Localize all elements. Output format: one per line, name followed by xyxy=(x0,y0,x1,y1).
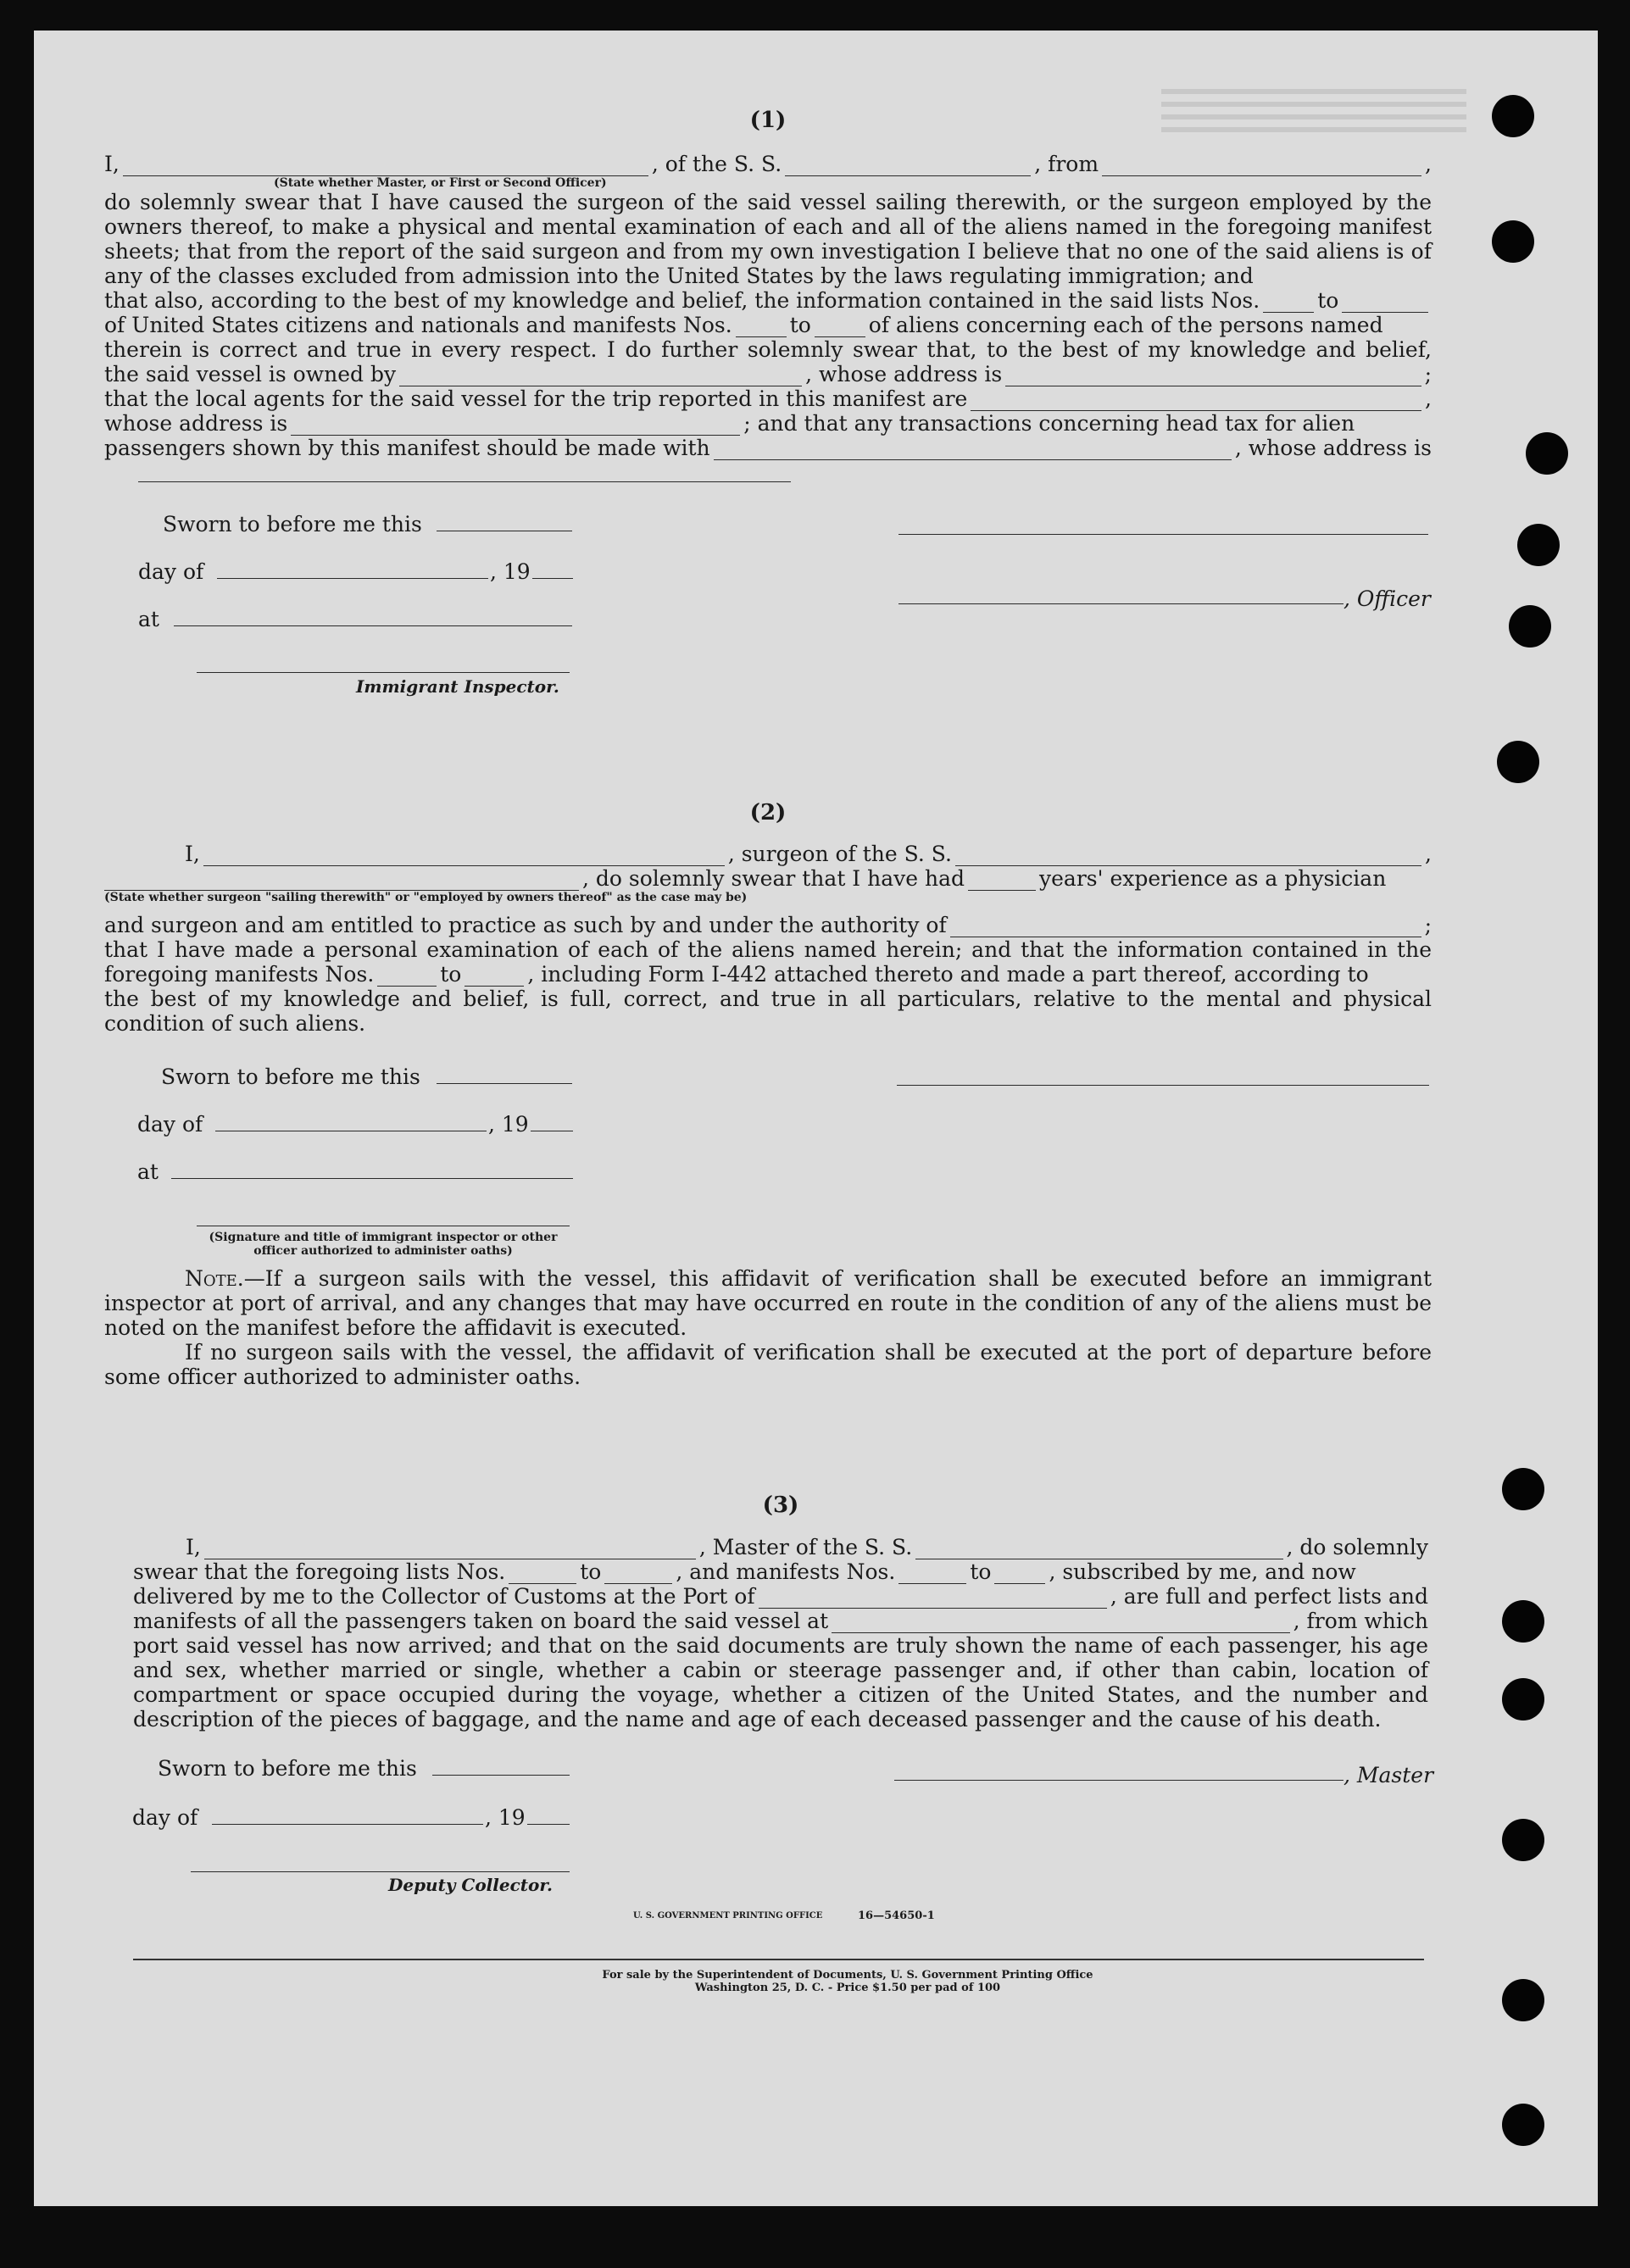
paragraph: that I have made a personal examination of each of the aliens named herein; and that the information contained in the xyxy=(104,937,1432,962)
manifest-no-from-field[interactable] xyxy=(377,968,437,987)
paragraph: port said vessel has now arrived; and that on the said documents are truly shown the name of each passenger, his age and sex, whether married or single, whether a cabin or steerage passenger and, if other than cabin, location of compartment or space occupied during the voyage, whether a citizen of the United States, and the number and description of the pieces of baggage, and the name and age of each deceased passenger and the cause of his death. xyxy=(133,1633,1428,1732)
authority-field[interactable] xyxy=(950,919,1421,937)
text: , from which xyxy=(1293,1609,1428,1633)
officer-name-field[interactable] xyxy=(123,158,648,176)
text: , xyxy=(1425,152,1432,176)
field-hint: (State whether surgeon "sailing therewith" or "employed by owners thereof" as the case may be) xyxy=(104,891,748,904)
month-field[interactable] xyxy=(217,578,488,579)
master-caption: , Master xyxy=(1343,1763,1434,1787)
month-field[interactable] xyxy=(212,1824,483,1825)
signature-line[interactable] xyxy=(897,1085,1429,1086)
sworn-date-field[interactable] xyxy=(437,1083,572,1084)
text: , including Form I-442 attached thereto and made a part thereof, according to xyxy=(527,962,1369,987)
sworn-label: Sworn to before me this xyxy=(163,512,422,536)
section-number: (1) xyxy=(749,108,787,133)
at-label: at xyxy=(137,1159,159,1184)
sworn-label: Sworn to before me this xyxy=(158,1756,417,1781)
at-label: at xyxy=(138,607,159,631)
binder-hole xyxy=(1502,1678,1544,1720)
officer-caption: , Officer xyxy=(1343,586,1431,611)
section-3 xyxy=(133,1493,1428,1732)
note-label: Note. xyxy=(185,1266,244,1291)
deputy-caption: Deputy Collector. xyxy=(388,1875,554,1895)
text: years' experience as a physician xyxy=(1039,866,1387,891)
deputy-signature-line[interactable] xyxy=(191,1871,570,1872)
list-no-to-field[interactable] xyxy=(604,1565,672,1584)
printer-credit: U. S. GOVERNMENT PRINTING OFFICE xyxy=(633,1911,823,1921)
text: to xyxy=(580,1559,602,1584)
text: of United States citizens and nationals and manifests Nos. xyxy=(104,313,732,337)
binder-hole xyxy=(1509,605,1551,648)
signature-caption: (Signature and title of immigrant inspector or other officer authorized to administer oaths) xyxy=(209,1231,558,1258)
manifest-no-to-field[interactable] xyxy=(465,968,524,987)
year-label: , 19 xyxy=(490,559,531,584)
text: to xyxy=(440,962,462,987)
text: manifests of all the passengers taken on board the said vessel at xyxy=(133,1609,829,1633)
text: , xyxy=(1425,386,1432,411)
year-label: , 19 xyxy=(488,1112,529,1137)
note xyxy=(104,1266,1432,1389)
binder-hole xyxy=(1492,220,1534,263)
master-signature-line[interactable] xyxy=(894,1780,1343,1781)
binder-hole xyxy=(1502,1979,1544,2021)
text: , from xyxy=(1034,152,1099,176)
text: foregoing manifests Nos. xyxy=(104,962,375,987)
paragraph: the best of my knowledge and belief, is full, correct, and true in all particulars, relative to the mental and physical condition of such aliens. xyxy=(104,987,1432,1036)
inspector-caption: Immigrant Inspector. xyxy=(356,676,559,697)
signature-line[interactable] xyxy=(898,534,1428,535)
text: that also, according to the best of my knowledge and belief, the information contained in the said lists Nos. xyxy=(104,288,1260,313)
inspector-signature-line[interactable] xyxy=(197,672,570,673)
text: I, xyxy=(104,152,120,176)
text: , whose address is xyxy=(1234,436,1432,460)
text: , whose address is xyxy=(805,362,1003,386)
paragraph: therein is correct and true in every respect. I do further solemnly swear that, to the best of my knowledge and belief, xyxy=(104,337,1432,362)
form-number: 16—54650-1 xyxy=(858,1909,935,1922)
text: ; xyxy=(1424,913,1432,937)
text: to xyxy=(789,313,811,337)
sworn-label: Sworn to before me this xyxy=(161,1065,420,1089)
port-of-embarkation-field[interactable] xyxy=(832,1615,1289,1633)
text: passengers shown by this manifest should be made with xyxy=(104,436,710,460)
master-name-field[interactable] xyxy=(204,1541,696,1559)
field-hint: (State whether Master, or First or Second Officer) xyxy=(274,176,607,190)
place-field[interactable] xyxy=(171,1178,573,1179)
port-field[interactable] xyxy=(759,1590,1107,1609)
day-of-label: day of xyxy=(138,559,204,584)
year-field[interactable] xyxy=(527,1824,570,1825)
vessel-name-field[interactable] xyxy=(915,1541,1282,1559)
binder-hole xyxy=(1492,95,1534,137)
sale-notice: For sale by the Superintendent of Documents, U. S. Government Printing Office xyxy=(602,1969,1093,1982)
text: swear that the foregoing lists Nos. xyxy=(133,1559,506,1584)
text: that the local agents for the said vessel for the trip reported in this manifest are xyxy=(104,386,968,411)
manifest-no-to-field[interactable] xyxy=(815,319,865,337)
years-field[interactable] xyxy=(968,872,1036,891)
text: and surgeon and am entitled to practice as such by and under the authority of xyxy=(104,913,947,937)
text: , surgeon of the S. S. xyxy=(727,842,952,866)
text: of aliens concerning each of the persons named xyxy=(868,313,1383,337)
binder-hole xyxy=(1517,524,1560,566)
text: the said vessel is owned by xyxy=(104,362,397,386)
manifest-no-from-field[interactable] xyxy=(736,319,787,337)
text: , and manifests Nos. xyxy=(676,1559,896,1584)
text: delivered by me to the Collector of Customs at the Port of xyxy=(133,1584,755,1609)
agents-address-field[interactable] xyxy=(291,417,740,436)
binder-hole xyxy=(1526,432,1568,475)
text: ; xyxy=(1424,362,1432,386)
sworn-date-field[interactable] xyxy=(432,1775,570,1776)
day-of-label: day of xyxy=(137,1112,203,1137)
binder-hole xyxy=(1502,1468,1544,1510)
year-label: , 19 xyxy=(485,1805,526,1830)
text: whose address is xyxy=(104,411,288,436)
section-number: (3) xyxy=(762,1493,799,1518)
manifest-no-from-field[interactable] xyxy=(898,1565,966,1584)
text: I, xyxy=(186,1535,201,1559)
section-1 xyxy=(104,108,1432,460)
place-field[interactable] xyxy=(174,625,572,626)
port-from-field[interactable] xyxy=(1102,158,1421,176)
agents-field[interactable] xyxy=(971,392,1421,411)
head-tax-address-field[interactable] xyxy=(138,481,791,482)
head-tax-party-field[interactable] xyxy=(714,442,1232,460)
binder-hole xyxy=(1497,741,1539,783)
footer-rule xyxy=(133,1959,1424,1960)
manifest-no-to-field[interactable] xyxy=(994,1565,1045,1584)
day-of-label: day of xyxy=(132,1805,198,1830)
vessel-name-field[interactable] xyxy=(785,158,1031,176)
text: , of the S. S. xyxy=(651,152,782,176)
note-text: —If a surgeon sails with the vessel, this affidavit of verification shall be executed before an immigrant inspector at port of arrival, and any changes that may have occurred en route in the condition of any of the aliens must be noted on the manifest before the affidavit is executed. xyxy=(104,1266,1432,1340)
owner-address-field[interactable] xyxy=(1005,368,1421,386)
sale-notice-price: Washington 25, D. C. - Price $1.50 per pad of 100 xyxy=(694,1982,1001,1994)
text: , are full and perfect lists and xyxy=(1110,1584,1428,1609)
text: , Master of the S. S. xyxy=(698,1535,913,1559)
text: ; and that any transactions concerning head tax for alien xyxy=(743,411,1355,436)
year-field[interactable] xyxy=(532,578,573,579)
text: I, xyxy=(185,842,200,866)
section-number: (2) xyxy=(749,800,787,825)
binder-hole xyxy=(1502,1819,1544,1861)
vessel-name-field[interactable] xyxy=(955,848,1421,866)
text: to xyxy=(970,1559,992,1584)
list-no-to-field[interactable] xyxy=(1342,294,1428,313)
section-2 xyxy=(104,801,1432,1036)
surgeon-status-field[interactable] xyxy=(104,872,579,891)
binder-hole xyxy=(1502,2104,1544,2146)
paragraph: do solemnly swear that I have caused the surgeon of the said vessel sailing therewith, or the surgeon employed by the owners thereof, to make a physical and mental examination of each and all of the aliens named in the foregoing manifest sheets; that from the report of the said surgeon and from my own investigation I believe that no one of the said aliens is of any of the classes excluded from admission into the United States by the laws regulating immigration; and xyxy=(104,190,1432,288)
note-text: If no surgeon sails with the vessel, the affidavit of verification shall be executed at the port of departure before some officer authorized to administer oaths. xyxy=(104,1340,1432,1389)
text: to xyxy=(1317,288,1339,313)
surgeon-name-field[interactable] xyxy=(203,848,725,866)
owner-field[interactable] xyxy=(399,368,802,386)
officer-signature-line[interactable] xyxy=(898,603,1343,604)
text: , do solemnly swear that I have had xyxy=(582,866,965,891)
text: , subscribed by me, and now xyxy=(1049,1559,1356,1584)
list-no-from-field[interactable] xyxy=(509,1565,576,1584)
text: , do solemnly xyxy=(1286,1535,1428,1559)
text: , xyxy=(1425,842,1432,866)
list-no-from-field[interactable] xyxy=(1263,294,1314,313)
binder-hole xyxy=(1502,1600,1544,1643)
